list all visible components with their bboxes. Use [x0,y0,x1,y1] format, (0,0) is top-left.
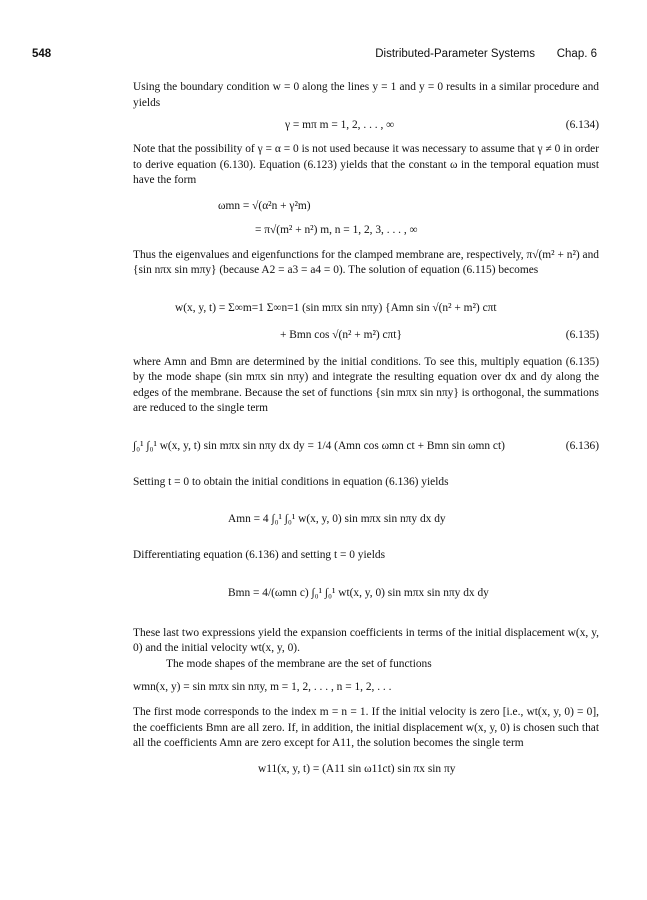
equation-omega-line1 [133,199,599,216]
equation-6135-line1-body: w(x, y, t) = Σ∞m=1 Σ∞n=1 (sin mπx sin nπy) {Amn sin √(n² + m²) cπt [175,301,497,314]
equation-6134-number: (6.134) [565,119,599,131]
equation-6134 [133,118,599,135]
paragraph-3: Thus the eigenvalues and eigenfunctions for the clamped membrane are, respectively, π√(m² + n²) and {sin nπx sin mπy} (because A2 = a3 = a4 = 0). The solution of equation (6.115) becomes [133,248,599,276]
equation-6135-line2-body: + Bmn cos √(n² + m²) cπt} [280,328,402,341]
equation-6136 [133,439,599,461]
paragraph-5: Setting t = 0 to obtain the initial conditions in equation (6.136) yields [133,475,449,488]
paragraph-6: Differentiating equation (6.136) and setting t = 0 yields [133,549,386,561]
equation-wmn-body: wmn(x, y) = sin mπx sin nπy, m = 1, 2, . . . , n = 1, 2, . . . [133,681,392,693]
paragraph-1: Using the boundary condition w = 0 along the lines y = 1 and y = 0 results in a similar procedure and yields [133,81,599,109]
page-number: 548 [32,48,52,60]
paragraph-2: Note that the possibility of γ = α = 0 is not used because it was necessary to assume that γ ≠ 0 in order to derive equation (6.130). Equation (6.123) yields that the constant ω in the temporal equation must have the form [133,143,599,186]
paragraph-9: The first mode corresponds to the index m = n = 1. If the initial velocity is zero [i.e., wt(x, y, 0) = 0], the coefficients Bmn are all zero. If, in addition, the initial displacement w(x, y, 0) is chosen such that all the coefficients Amn are zero except for A11, the solution becomes the single term [133,706,599,749]
equation-amn [133,512,599,534]
chapter-title: Distributed-Parameter Systems [375,48,535,60]
equation-bmn-body: Bmn = 4/(ωmn c) ∫₀¹ ∫₀¹ wt(x, y, 0) sin mπx sin nπy dx dy [228,586,489,599]
equation-omega-line2-body: = π√(m² + n²) m, n = 1, 2, 3, . . . , ∞ [255,223,418,236]
equation-w11 [133,762,599,779]
page-body [133,80,599,786]
equation-6136-number: (6.136) [565,439,599,452]
equation-6135-line2 [133,328,599,345]
equation-wmn [133,680,599,697]
equation-6135-number: (6.135) [565,328,599,341]
paragraph-7: These last two expressions yield the expansion coefficients in terms of the initial displacement w(x, y, 0) and the initial velocity wt(x, y, 0). [133,626,599,654]
equation-6134-body: γ = mπ m = 1, 2, . . . , ∞ [285,119,395,131]
equation-omega-line2 [133,223,599,240]
equation-bmn [133,586,599,610]
equation-6135-line1 [133,301,599,318]
chapter-label: Chap. 6 [556,48,597,60]
paragraph-8: The mode shapes of the membrane are the set of functions [166,657,432,670]
equation-omega-line1-body: ωmn = √(α²n + γ²m) [218,199,311,212]
equation-6136-body: ∫₀¹ ∫₀¹ w(x, y, t) sin mπx sin nπy dx dy = 1/4 (Amn cos ωmn ct + Bmn sin ωmn ct) [133,439,505,452]
equation-w11-body: w11(x, y, t) = (A11 sin ω11ct) sin πx sin πy [258,762,456,775]
equation-amn-body: Amn = 4 ∫₀¹ ∫₀¹ w(x, y, 0) sin mπx sin nπy dx dy [228,513,446,525]
paragraph-4: where Amn and Bmn are determined by the initial conditions. To see this, multiply equation (6.135) by the mode shape (sin mπx sin nπy) and integrate the resulting equation over dx and dy along the edges of the membrane. Because the set of functions {sin mπx sin nπy} is orthogonal, the summations are reduced to the single term [133,355,599,414]
running-header [32,48,597,66]
